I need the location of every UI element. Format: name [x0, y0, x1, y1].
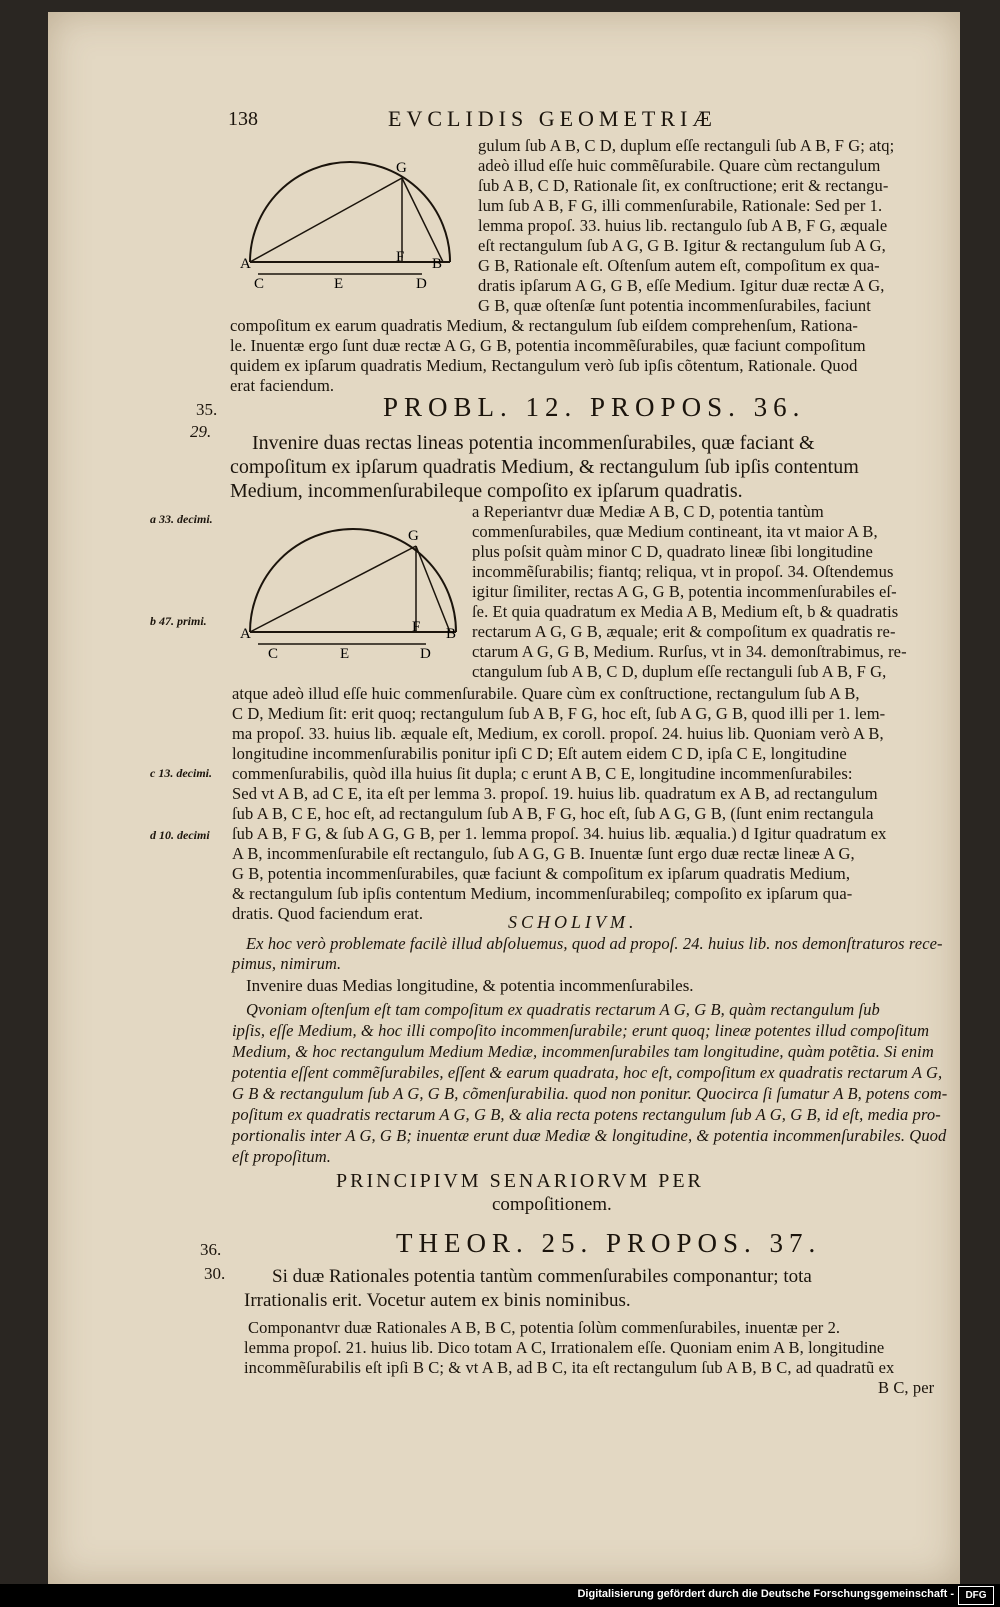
fig2-label-b: B: [446, 626, 457, 642]
text-line: Qvoniam oſtenſum eſt tam compoſitum ex quadratis rectarum A G, G B, quàm rectangulum ſub: [246, 1000, 880, 1019]
footer-credit: Digitalisierung gefördert durch die Deutsche Forschungsgemeinschaft -: [577, 1588, 954, 1600]
text-line: atque adeò illud eſſe huic commenſurabile. Quare cùm ex conſtructione, rectangulum ſub A B,: [232, 684, 860, 703]
text-line: lemma propoſ. 21. huius lib. Dico totam A C, Irrationalem eſſe. Quoniam enim A B, longitudine: [244, 1338, 885, 1357]
margin-note: b 47. primi.: [150, 614, 207, 628]
text-line: Medium, & hoc rectangulum Medium Mediæ, incommenſurabiles tam longitudine, quàm potẽtia. Si enim: [232, 1042, 934, 1061]
text-line: pimus, nimirum.: [232, 954, 342, 973]
fig2-label-d: D: [420, 646, 431, 662]
fig2-label-g: G: [408, 528, 419, 544]
text-line: eſt rectangulum ſub A G, G B. Igitur & rectangulum ſub A G,: [478, 236, 886, 255]
text-line: gulum ſub A B, C D, duplum eſſe rectanguli ſub A B, F G; atq;: [478, 136, 895, 155]
text-line: lemma propoſ. 33. huius lib. rectangulo ſub A B, F G, æquale: [478, 216, 888, 235]
fig2-label-e: E: [340, 646, 350, 662]
catchword: B C, per: [878, 1378, 935, 1397]
figure-1-semicircle-diagram: [236, 150, 460, 294]
inner-number: 29.: [190, 422, 212, 441]
page-number: 138: [228, 108, 258, 130]
footer-bar: [0, 1584, 1000, 1607]
text-line: G B & rectangulum ſub A G, G B, cõmenſurabilia. quod non ponitur. Quocirca ſi ſumatur A B, potens com-: [232, 1084, 948, 1103]
figure-2-semicircle-diagram: [236, 516, 464, 664]
inner-number: 30.: [204, 1264, 226, 1283]
margin-note: c 13. decimi.: [150, 766, 212, 780]
text-line: rectarum A G, G B, æquale; erit & compoſitum ex quadratis re-: [472, 622, 896, 641]
outer-number: 36.: [200, 1240, 222, 1259]
fig2-label-f: F: [412, 619, 421, 635]
text-line: ctarum A G, G B, Medium. Rurſus, vt in 34. demonſtrabimus, re-: [472, 642, 907, 661]
scholium-problem: Invenire duas Medias longitudine, & potentia incommenſurabiles.: [246, 976, 694, 995]
text-line: commenſurabiles, quæ Medium contineant, ita vt maior A B,: [472, 522, 878, 541]
text-line: dratis. Quod faciendum erat.: [232, 904, 424, 923]
fig1-label-a: A: [240, 256, 251, 272]
text-line: adeò illud eſſe huic commẽſurabile. Quare cùm rectangulum: [478, 156, 881, 175]
text-line: Sed vt A B, ad C E, ita eſt per lemma 3. propoſ. 19. huius lib. quadratum ex A B, ad rectangulum: [232, 784, 878, 803]
text-line: & rectangulum ſub ipſis contentum Medium, incommenſurabileq; compoſito ex ipſarum qua-: [232, 884, 853, 903]
running-title: EVCLIDIS GEOMETRIÆ: [388, 106, 717, 131]
text-line: Invenire duas rectas lineas potentia incommenſurabiles, quæ faciant &: [252, 432, 815, 454]
section-heading: PRINCIPIVM SENARIORVM PER: [336, 1170, 704, 1192]
text-line: Ex hoc verò problemate facilè illud abſoluemus, quod ad propoſ. 24. huius lib. nos demonſtraturos rece-: [246, 934, 943, 953]
section-subheading: compoſitionem.: [492, 1194, 612, 1215]
text-line: Componantvr duæ Rationales A B, B C, potentia ſolùm commenſurabiles, inuentæ per 2.: [248, 1318, 841, 1337]
scholium-title: SCHOLIVM.: [508, 912, 638, 932]
text-line: longitudine incommenſurabilis ponitur ipſi C D; Eſt autem eidem C D, ipſa C E, longitudine: [232, 744, 847, 763]
text-line: commenſurabilis, quòd illa huius ſit dupla; c erunt A B, C E, longitudine incommenſurabiles:: [232, 764, 853, 783]
dfg-logo: DFG: [958, 1586, 994, 1605]
text-line: G B, potentia incommenſurabiles, quæ faciunt & compoſitum ex ipſarum quadratis Medium,: [232, 864, 851, 883]
text-line: erat faciendum.: [230, 376, 335, 395]
text-line: ſub A B, F G, & ſub A G, G B, per 1. lemma propoſ. 34. huius lib. æqualia.) d Igitur quadratum ex: [232, 824, 887, 843]
text-line: plus poſsit quàm minor C D, quadrato lineæ ſibi longitudine: [472, 542, 873, 561]
fig1-label-e: E: [334, 276, 344, 292]
text-line: Si duæ Rationales potentia tantùm commenſurabiles componantur; tota: [272, 1266, 812, 1287]
fig1-label-f: F: [396, 249, 405, 265]
text-line: portionalis inter A G, G B; inuentæ erunt duæ Mediæ & longitudine, & potentia incommenſurabiles. Quod: [232, 1126, 947, 1145]
fig1-label-g: G: [396, 160, 407, 176]
text-line: G B, quæ oſtenſæ ſunt potentia incommenſurabiles, faciunt: [478, 296, 871, 315]
text-line: ſub A B, C E, hoc eſt, ad rectangulum ſub A B, F G, hoc eſt, ſub A G, G B, (ſunt enim rectangula: [232, 804, 874, 823]
text-line: ſub A B, C D, Rationale ſit, ex conſtructione; erit & rectangu-: [478, 176, 889, 195]
text-line: compoſitum ex ipſarum quadratis Medium, & rectangulum ſub ipſis contentum: [230, 456, 859, 478]
fig1-label-d: D: [416, 276, 427, 292]
text-line: incommẽſurabilis; fiantq; reliqua, vt in propoſ. 34. Oſtendemus: [472, 562, 894, 581]
prop-36-heading: PROBL. 12. PROPOS. 36.: [383, 392, 806, 422]
text-line: lum ſub A B, F G, illi commenſurabile, Rationale: Sed per 1.: [478, 196, 883, 215]
fig2-label-a: A: [240, 626, 251, 642]
text-line: eſt propoſitum.: [232, 1147, 331, 1166]
text-line: dratis ipſarum A G, G B, eſſe Medium. Igitur duæ rectæ A G,: [478, 276, 885, 295]
text-line: incommẽſurabilis eſt ipſi B C; & vt A B, ad B C, ita eſt rectangulum ſub A B, B C, ad quadratũ ex: [244, 1358, 895, 1377]
prop-37-heading: THEOR. 25. PROPOS. 37.: [396, 1228, 822, 1258]
text-line: le. Inuentæ ergo ſunt duæ rectæ A G, G B, potentia incommẽſurabiles, quæ faciunt compoſitum: [230, 336, 866, 355]
text-line: C D, Medium ſit: erit quoq; rectangulum ſub A B, F G, hoc eſt, ſub A G, G B, quod illi per 1. lem-: [232, 704, 886, 723]
text-line: Medium, incommenſurabileque compoſito ex ipſarum quadratis.: [230, 480, 743, 502]
fig1-label-b: B: [432, 256, 443, 272]
text-line: potentia eſſent commẽſurabiles, eſſent & earum quadrata, hoc eſt, compoſitum ex quadratis rectarum A G,: [232, 1063, 943, 1082]
text-line: ma propoſ. 33. huius lib. æquale eſt, Medium, ex coroll. propoſ. 24. huius lib. Quoniam verò A B,: [232, 724, 884, 743]
margin-note: a 33. decimi.: [150, 512, 213, 526]
text-line: ipſis, eſſe Medium, & hoc illi compoſito incommenſurabile; erunt quoq; lineæ potentes illud compoſitum: [232, 1021, 930, 1040]
text-line: poſitum ex quadratis rectarum A G, G B, & alia recta potens rectangulum ſub A G, G B, id eſt, media pro-: [232, 1105, 941, 1124]
text-line: ctangulum ſub A B, C D, duplum eſſe rectanguli ſub A B, F G,: [472, 662, 887, 681]
text-line: igitur ſimiliter, rectas A G, G B, potentia incommenſurabiles eſ-: [472, 582, 897, 601]
text-line: a Reperiantvr duæ Mediæ A B, C D, potentia tantùm: [472, 502, 824, 521]
margin-note: d 10. decimi: [150, 828, 210, 842]
text-line: G B, Rationale eſt. Oſtenſum autem eſt, compoſitum ex qua-: [478, 256, 880, 275]
fig1-label-c: C: [254, 276, 265, 292]
text-line: ſe. Et quia quadratum ex Media A B, Medium eſt, b & quadratis: [472, 602, 899, 621]
text-line: compoſitum ex earum quadratis Medium, & rectangulum ſub eiſdem comprehenſum, Rationa-: [230, 316, 859, 335]
text-line: quidem ex ipſarum quadratis Medium, Rectangulum verò ſub ipſis cõtentum, Rationale. Quod: [230, 356, 858, 375]
text-line: A B, incommenſurabile eſt rectangulo, ſub A G, G B. Inuentæ ſunt ergo duæ rectæ lineæ A G,: [232, 844, 855, 863]
fig2-label-c: C: [268, 646, 279, 662]
outer-number: 35.: [196, 400, 218, 419]
text-line: Irrationalis erit. Vocetur autem ex binis nominibus.: [244, 1290, 631, 1311]
